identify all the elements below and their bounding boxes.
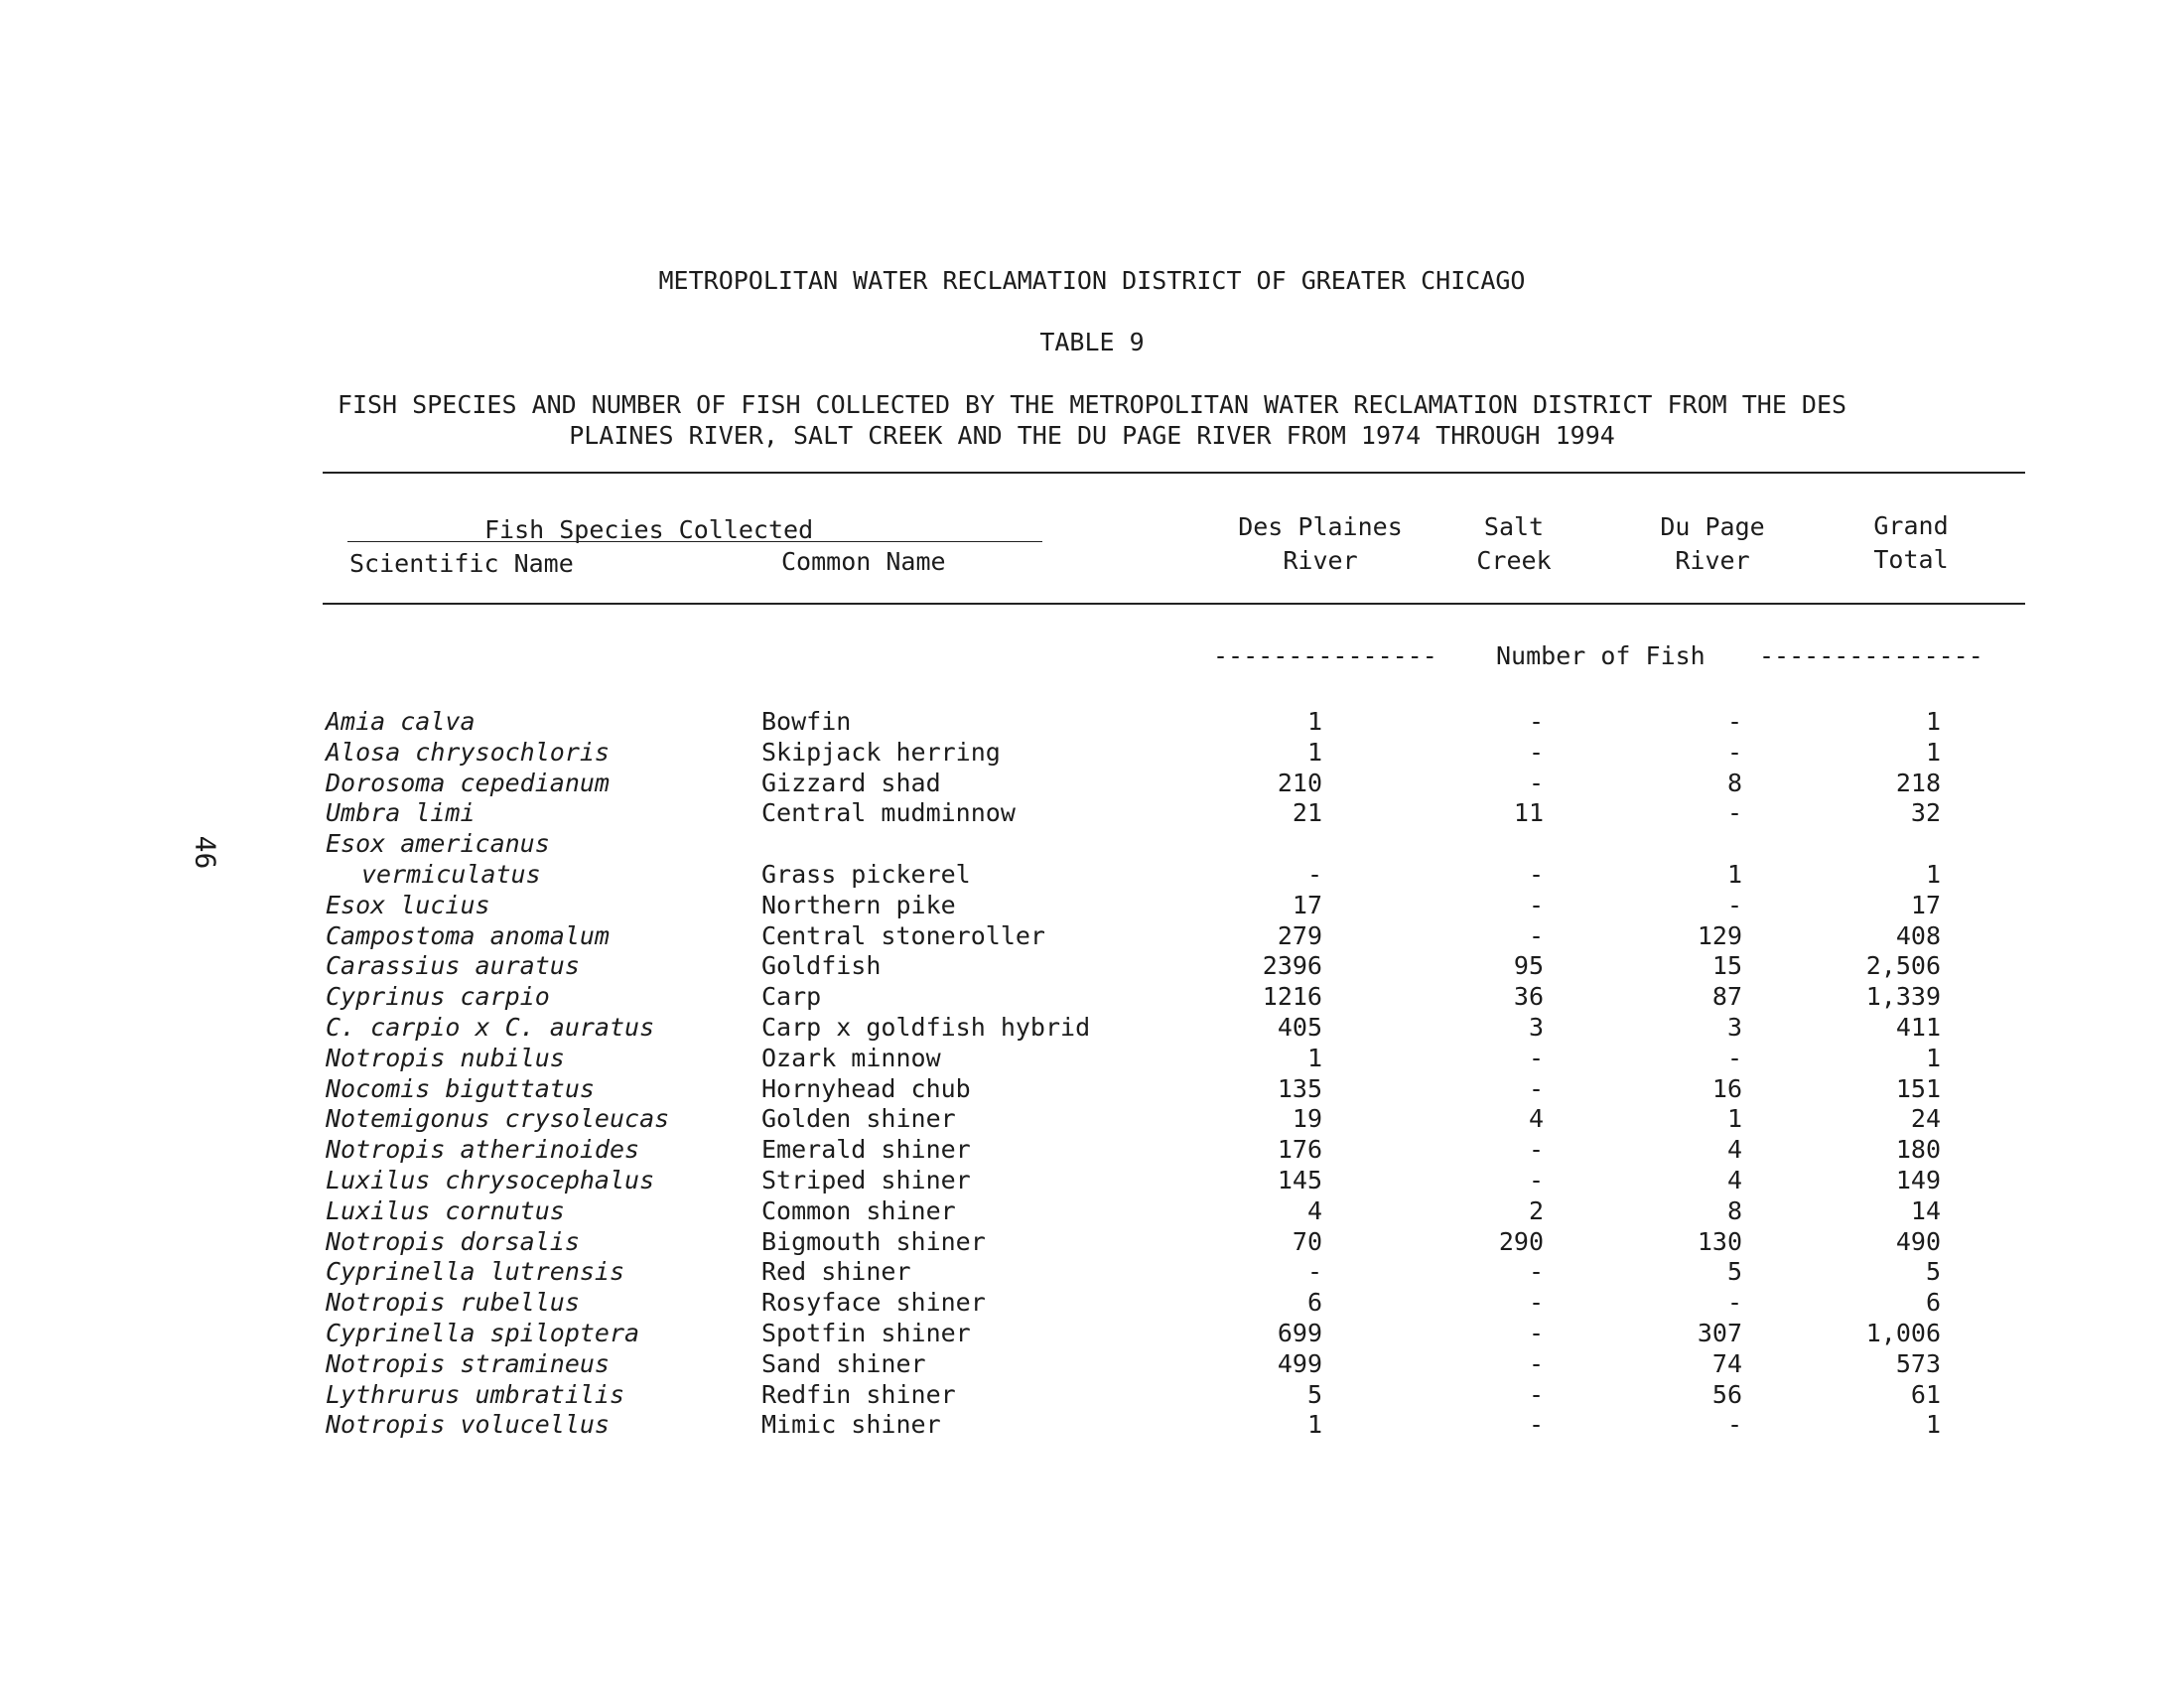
des-plaines-count: 19 — [1292, 1104, 1322, 1134]
du-page-count: - — [1726, 890, 1742, 919]
des-plaines-count: 279 — [1277, 920, 1322, 950]
top-rule — [323, 472, 2025, 474]
common-name: Golden shiner — [761, 1104, 956, 1134]
grand-total-count: 218 — [1895, 768, 1941, 797]
grand-total-count: 32 — [1910, 798, 1941, 828]
scientific-name: Notropis dorsalis — [326, 1226, 580, 1256]
page-number: 46 — [189, 835, 222, 870]
grand-total-count: 24 — [1910, 1104, 1941, 1134]
des-plaines-count: 1 — [1306, 737, 1322, 767]
scientific-name: Notropis stramineus — [326, 1348, 610, 1378]
scientific-name: Notropis volucellus — [326, 1410, 610, 1440]
scientific-name: Notropis atherinoides — [326, 1135, 640, 1165]
col-grand-line1: Grand — [1873, 511, 1949, 540]
common-name: Northern pike — [761, 890, 956, 919]
salt-creek-count: - — [1528, 1135, 1544, 1165]
grand-total-count: 490 — [1895, 1226, 1941, 1256]
salt-creek-count: 2 — [1528, 1195, 1544, 1225]
col-common-name: Common Name — [781, 547, 946, 576]
common-name: Mimic shiner — [761, 1410, 941, 1440]
du-page-count: - — [1726, 1043, 1742, 1072]
units-label: Number of Fish — [1496, 641, 1706, 670]
scientific-name: Notemigonus crysoleucas — [326, 1104, 670, 1134]
col-dupage-line1: Du Page — [1660, 512, 1765, 541]
common-name: Bowfin — [761, 707, 852, 736]
du-page-count: 4 — [1726, 1166, 1742, 1194]
common-name: Spotfin shiner — [761, 1319, 971, 1347]
scientific-name: Notropis nubilus — [326, 1043, 565, 1072]
des-plaines-count: 1 — [1306, 707, 1322, 736]
common-name: Sand shiner — [761, 1348, 926, 1378]
salt-creek-count: - — [1528, 1410, 1544, 1440]
du-page-count: 87 — [1711, 982, 1742, 1012]
organization-heading: METROPOLITAN WATER RECLAMATION DISTRICT OF GREATER CHICAGO — [658, 266, 1526, 295]
des-plaines-count: 210 — [1277, 768, 1322, 797]
des-plaines-count: - — [1306, 860, 1322, 889]
du-page-count: 8 — [1726, 1195, 1742, 1225]
des-plaines-count: - — [1306, 1257, 1322, 1287]
grand-total-count: 411 — [1895, 1013, 1941, 1042]
grand-total-count: 1 — [1925, 737, 1941, 767]
scientific-name-continued: vermiculatus — [361, 860, 541, 889]
grand-total-count: 17 — [1910, 890, 1941, 919]
du-page-count: 56 — [1711, 1379, 1742, 1409]
col-dupage-line2: River — [1675, 546, 1750, 575]
du-page-count: 4 — [1726, 1135, 1742, 1165]
grand-total-count: 1,006 — [1865, 1319, 1941, 1347]
common-name: Gizzard shad — [761, 768, 941, 797]
scientific-name: Carassius auratus — [326, 951, 580, 981]
grand-total-count: 6 — [1925, 1288, 1941, 1318]
du-page-count: - — [1726, 1288, 1742, 1318]
scientific-name: Notropis rubellus — [326, 1288, 580, 1318]
header-bottom-rule — [323, 603, 2025, 605]
scientific-name: Nocomis biguttatus — [326, 1073, 595, 1103]
table-title-line2: PLAINES RIVER, SALT CREEK AND THE DU PAGE RIVER FROM 1974 THROUGH 1994 — [569, 421, 1615, 450]
des-plaines-count: 699 — [1277, 1319, 1322, 1347]
grand-total-count: 151 — [1895, 1073, 1941, 1103]
salt-creek-count: - — [1528, 920, 1544, 950]
grand-total-count: 573 — [1895, 1348, 1941, 1378]
common-name: Bigmouth shiner — [761, 1226, 986, 1256]
common-name: Carp — [761, 982, 822, 1012]
salt-creek-count: 3 — [1528, 1013, 1544, 1042]
des-plaines-count: 145 — [1277, 1166, 1322, 1194]
common-name: Carp x goldfish hybrid — [761, 1013, 1091, 1042]
salt-creek-count: - — [1528, 860, 1544, 889]
col-salt-line1: Salt — [1483, 512, 1545, 541]
salt-creek-count: 36 — [1513, 982, 1544, 1012]
grand-total-count: 1 — [1925, 1410, 1941, 1440]
common-name: Rosyface shiner — [761, 1288, 986, 1318]
common-name: Red shiner — [761, 1257, 911, 1287]
des-plaines-count: 4 — [1306, 1195, 1322, 1225]
grand-total-count: 1,339 — [1865, 982, 1941, 1012]
scientific-name: Cyprinella spiloptera — [326, 1319, 640, 1347]
scientific-name: Luxilus chrysocephalus — [326, 1166, 655, 1194]
salt-creek-count: 290 — [1498, 1226, 1544, 1256]
des-plaines-count: 2396 — [1262, 951, 1322, 981]
salt-creek-count: - — [1528, 768, 1544, 797]
salt-creek-count: - — [1528, 1257, 1544, 1287]
scientific-name: Cyprinus carpio — [326, 982, 550, 1012]
col-scientific-name: Scientific Name — [349, 549, 574, 578]
des-plaines-count: 1 — [1306, 1043, 1322, 1072]
des-plaines-count: 5 — [1306, 1379, 1322, 1409]
salt-creek-count: - — [1528, 1043, 1544, 1072]
grand-total-count: 2,506 — [1865, 951, 1941, 981]
des-plaines-count: 17 — [1292, 890, 1322, 919]
salt-creek-count: 11 — [1513, 798, 1544, 828]
col-grand-line2: Total — [1873, 545, 1949, 574]
salt-creek-count: - — [1528, 1288, 1544, 1318]
du-page-count: 1 — [1726, 1104, 1742, 1134]
group-underline — [347, 541, 1042, 542]
salt-creek-count: - — [1528, 1319, 1544, 1347]
salt-creek-count: 95 — [1513, 951, 1544, 981]
du-page-count: - — [1726, 1410, 1742, 1440]
grand-total-count: 408 — [1895, 920, 1941, 950]
units-dashes-right: --------------- — [1759, 641, 1983, 670]
units-dashes-left: --------------- — [1213, 641, 1437, 670]
grand-total-count: 1 — [1925, 1043, 1941, 1072]
common-name: Redfin shiner — [761, 1379, 956, 1409]
des-plaines-count: 135 — [1277, 1073, 1322, 1103]
common-name: Grass pickerel — [761, 860, 971, 889]
du-page-count: 15 — [1711, 951, 1742, 981]
salt-creek-count: - — [1528, 890, 1544, 919]
scientific-name: Luxilus cornutus — [326, 1195, 565, 1225]
du-page-count: 5 — [1726, 1257, 1742, 1287]
common-name: Central mudminnow — [761, 798, 1016, 828]
du-page-count: 3 — [1726, 1013, 1742, 1042]
grand-total-count: 14 — [1910, 1195, 1941, 1225]
grand-total-count: 180 — [1895, 1135, 1941, 1165]
du-page-count: 74 — [1711, 1348, 1742, 1378]
table-title-line1: FISH SPECIES AND NUMBER OF FISH COLLECTED BY THE METROPOLITAN WATER RECLAMATION DISTRICT FROM THE DES — [337, 390, 1847, 419]
du-page-count: 307 — [1697, 1319, 1742, 1347]
scientific-name: Esox americanus — [326, 829, 550, 859]
du-page-count: 129 — [1697, 920, 1742, 950]
common-name: Central stoneroller — [761, 920, 1045, 950]
common-name: Common shiner — [761, 1195, 956, 1225]
scientific-name: Dorosoma cepedianum — [326, 768, 610, 797]
salt-creek-count: - — [1528, 1073, 1544, 1103]
scientific-name: Lythrurus umbratilis — [326, 1379, 625, 1409]
scientific-name: Esox lucius — [326, 890, 490, 919]
common-name: Skipjack herring — [761, 737, 1001, 767]
table-label: TABLE 9 — [1039, 328, 1145, 356]
common-name: Goldfish — [761, 951, 882, 981]
salt-creek-count: - — [1528, 1348, 1544, 1378]
des-plaines-count: 176 — [1277, 1135, 1322, 1165]
salt-creek-count: - — [1528, 1166, 1544, 1194]
des-plaines-count: 70 — [1292, 1226, 1322, 1256]
scientific-name: Umbra limi — [326, 798, 476, 828]
col-des-plaines-line1: Des Plaines — [1238, 512, 1403, 541]
des-plaines-count: 1216 — [1262, 982, 1322, 1012]
des-plaines-count: 6 — [1306, 1288, 1322, 1318]
du-page-count: 8 — [1726, 768, 1742, 797]
du-page-count: - — [1726, 737, 1742, 767]
common-name: Emerald shiner — [761, 1135, 971, 1165]
du-page-count: - — [1726, 798, 1742, 828]
grand-total-count: 1 — [1925, 860, 1941, 889]
fish-species-group-label: Fish Species Collected — [484, 515, 814, 544]
scientific-name: Campostoma anomalum — [326, 920, 610, 950]
grand-total-count: 1 — [1925, 707, 1941, 736]
des-plaines-count: 1 — [1306, 1410, 1322, 1440]
des-plaines-count: 21 — [1292, 798, 1322, 828]
du-page-count: 16 — [1711, 1073, 1742, 1103]
grand-total-count: 149 — [1895, 1166, 1941, 1194]
du-page-count: 130 — [1697, 1226, 1742, 1256]
des-plaines-count: 499 — [1277, 1348, 1322, 1378]
du-page-count: - — [1726, 707, 1742, 736]
col-salt-line2: Creek — [1476, 546, 1552, 575]
des-plaines-count: 405 — [1277, 1013, 1322, 1042]
scientific-name: C. carpio x C. auratus — [326, 1013, 655, 1042]
common-name: Hornyhead chub — [761, 1073, 971, 1103]
salt-creek-count: 4 — [1528, 1104, 1544, 1134]
scientific-name: Cyprinella lutrensis — [326, 1257, 625, 1287]
salt-creek-count: - — [1528, 737, 1544, 767]
grand-total-count: 61 — [1910, 1379, 1941, 1409]
salt-creek-count: - — [1528, 1379, 1544, 1409]
grand-total-count: 5 — [1925, 1257, 1941, 1287]
scientific-name: Amia calva — [326, 707, 476, 736]
scientific-name: Alosa chrysochloris — [326, 737, 610, 767]
salt-creek-count: - — [1528, 707, 1544, 736]
common-name: Ozark minnow — [761, 1043, 941, 1072]
col-des-plaines-line2: River — [1283, 546, 1358, 575]
du-page-count: 1 — [1726, 860, 1742, 889]
common-name: Striped shiner — [761, 1166, 971, 1194]
